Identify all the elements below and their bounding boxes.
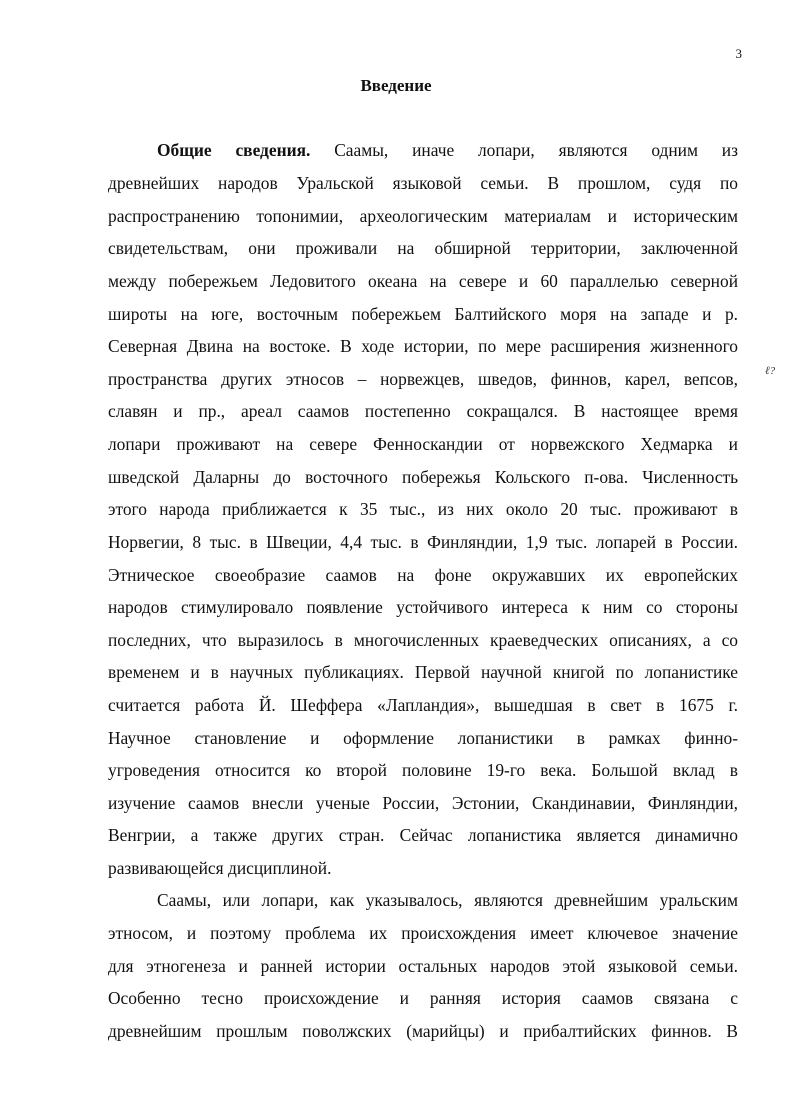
text-line: славян и пр., ареал саамов постепенно сокращался. В настоящее время (108, 401, 738, 421)
page-number: 3 (735, 46, 742, 61)
text-line: древнейшим прошлым поволжских (марийцы) и прибалтийских финнов. В (108, 1021, 738, 1041)
text-line: изучение саамов внесли ученые России, Эстонии, Скандинавии, Финляндии, (108, 793, 738, 813)
text-line: между побережьем Ледовитого океана на севере и 60 параллелью северной (108, 271, 738, 291)
text-line: считается работа Й. Шеффера «Лапландия», вышедшая в свет в 1675 г. (108, 695, 738, 715)
text-line: народов стимулировало появление устойчивого интереса к ним со стороны (108, 597, 738, 617)
text-line: развивающейся дисциплиной. (108, 858, 332, 878)
text-line: Саамы, или лопари, как указывалось, являются древнейшим уральским (157, 890, 738, 910)
text-line: древнейших народов Уральской языковой семьи. В прошлом, судя по (108, 173, 738, 193)
text-line: угроведения относится ко второй половине 19-го века. Большой вклад в (108, 760, 738, 780)
text-line: этносом, и поэтому проблема их происхождения имеет ключевое значение (108, 923, 738, 943)
text-line: шведской Даларны до восточного побережья Кольского п-ова. Численность (108, 467, 738, 487)
text-line: Особенно тесно происхождение и ранняя история саамов связана с (108, 988, 738, 1008)
margin-handwritten-mark: ℓ? (765, 365, 776, 377)
text-line: распространению топонимии, археологическим материалам и историческим (108, 206, 738, 226)
text-line: для этногенеза и ранней истории остальных народов этой языковой семьи. (108, 956, 738, 976)
text-line: временем и в научных публикациях. Первой научной книгой по лопанистике (108, 662, 738, 682)
text-line: Северная Двина на востоке. В ходе истории, по мере расширения жизненного (108, 336, 738, 356)
text-line: Венгрии, а также других стран. Сейчас лопанистика является динамично (108, 825, 738, 845)
text-line: последних, что выразилось в многочисленных краеведческих описаниях, а со (108, 630, 738, 650)
text-line: свидетельствам, они проживали на обширной территории, заключенной (108, 238, 738, 258)
text-line: Норвегии, 8 тыс. в Швеции, 4,4 тыс. в Финляндии, 1,9 тыс. лопарей в России. (108, 532, 738, 552)
text-line: широты на юге, восточным побережьем Балтийского моря на западе и р. (108, 304, 738, 324)
lead-phrase: Общие сведения. (157, 140, 311, 160)
text-line: Этническое своеобразие саамов на фоне окружавших их европейских (108, 565, 738, 585)
text-line: пространства других этносов – норвежцев, шведов, финнов, карел, вепсов, (108, 369, 738, 389)
text-line: этого народа приближается к 35 тыс., из них около 20 тыс. проживают в (108, 499, 738, 519)
text-line: лопари проживают на севере Фенноскандии от норвежского Хедмарка и (108, 434, 738, 454)
text-line: Научное становление и оформление лопанистики в рамках финно- (108, 728, 738, 748)
page-title: Введение (360, 76, 432, 95)
text-line: Общие сведения. Саамы, иначе лопари, являются одним из (157, 140, 738, 160)
